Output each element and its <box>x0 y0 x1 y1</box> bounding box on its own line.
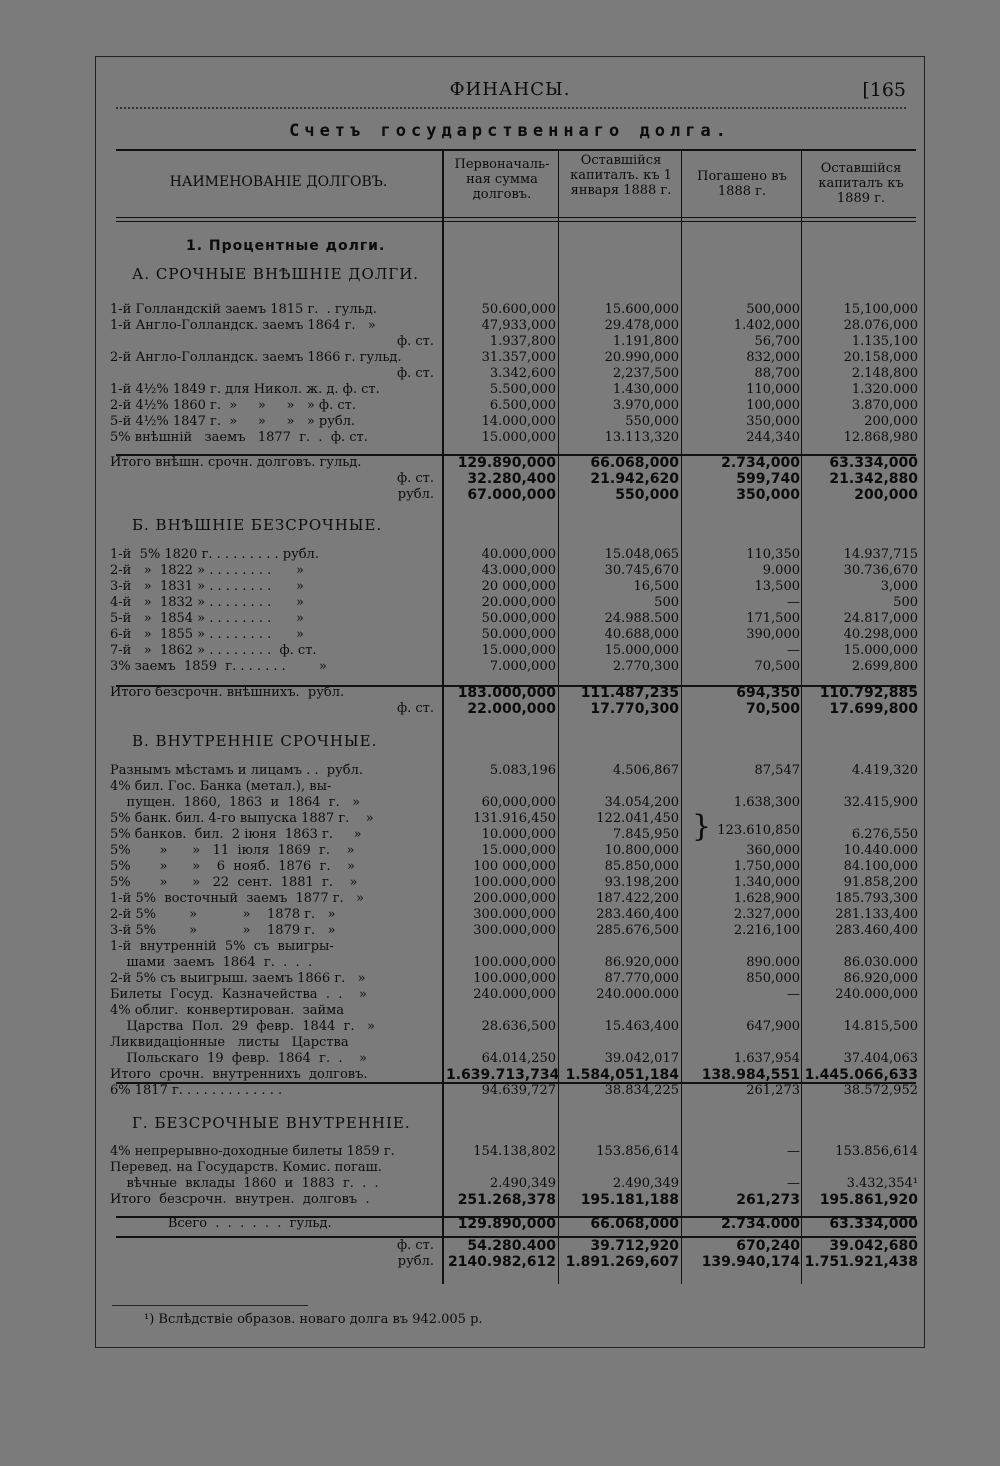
row-label: Билеты Госуд. Казначейства . . » <box>110 987 367 1002</box>
column-header-repaid-1888: Погашено въ 1888 г. <box>697 169 787 199</box>
table-row <box>96 763 924 779</box>
table-row <box>96 859 924 875</box>
cell-remaining-1888: 20.990,000 <box>604 350 679 365</box>
table-row <box>96 547 924 563</box>
row-label: 1-й 4½% 1849 г. для Никол. ж. д. ф. ст. <box>110 382 380 397</box>
cell-repaid-1888: 1.402,000 <box>733 318 800 333</box>
cell-original-sum: 2.490,349 <box>489 1176 556 1191</box>
row-unit: рубл. <box>397 1254 434 1269</box>
cell-repaid-1888: — <box>787 1176 800 1191</box>
cell-repaid-1888: 2.216,100 <box>733 923 800 938</box>
cell-repaid-1888: 110,350 <box>746 547 800 562</box>
cell-repaid-1888: 2.734,000 <box>721 455 800 471</box>
table-row <box>96 627 924 643</box>
cell-remaining-1889: 86.030.000 <box>843 955 918 970</box>
cell-remaining-1888: 122.041,450 <box>596 811 679 826</box>
cell-remaining-1888: 2.490,349 <box>612 1176 679 1191</box>
cell-original-sum: 20.000,000 <box>481 595 556 610</box>
cell-original-sum: 32.280,400 <box>467 471 556 487</box>
cell-original-sum: 67.000,000 <box>467 487 556 503</box>
cell-repaid-1888: 9.000 <box>762 563 800 578</box>
table-title: Счетъ государственнаго долга. <box>289 121 731 141</box>
table-row <box>96 398 924 414</box>
table-row <box>96 563 924 579</box>
row-label: 5% внѣшній заемъ 1877 г. . ф. ст. <box>110 430 368 445</box>
cell-remaining-1888: 15.463,400 <box>604 1019 679 1034</box>
row-label: 2-й 5% съ выигрыш. заемъ 1866 г. » <box>110 971 366 986</box>
cell-remaining-1888: 39.712,920 <box>590 1238 679 1254</box>
row-label: 4-й » 1832 » . . . . . . . . » <box>110 595 304 610</box>
header-top-rule <box>116 149 916 151</box>
cell-remaining-1888: 1.191,800 <box>612 334 679 349</box>
row-label: 1-й 5% восточный заемъ 1877 г. » <box>110 891 365 906</box>
row-label: Царства Пол. 29 февр. 1844 г. » <box>110 1019 375 1034</box>
cell-original-sum: 200.000,000 <box>473 891 556 906</box>
table-row <box>96 1003 924 1019</box>
table-row <box>96 1083 924 1099</box>
total-row <box>96 455 924 471</box>
cell-remaining-1888: 153.856,614 <box>596 1144 679 1159</box>
cell-repaid-1888: 56,700 <box>754 334 800 349</box>
row-label: пущен. 1860, 1863 и 1864 г. » <box>110 795 361 810</box>
cell-remaining-1889: 6.276,550 <box>851 827 918 842</box>
cell-remaining-1889: 37.404,063 <box>843 1051 918 1066</box>
cell-remaining-1889: 24.817,000 <box>843 611 918 626</box>
cell-remaining-1889: 86.920,000 <box>843 971 918 986</box>
section-heading-v: В. ВНУТРЕННІЕ СРОЧНЫЕ. <box>132 732 378 750</box>
cell-remaining-1888: 40.688,000 <box>604 627 679 642</box>
cell-original-sum: 129.890,000 <box>457 455 556 471</box>
cell-repaid-1888: 850,000 <box>746 971 800 986</box>
cell-remaining-1888: 39.042,017 <box>604 1051 679 1066</box>
cell-repaid-1888: 500,000 <box>746 302 800 317</box>
cell-remaining-1889: 84.100,000 <box>843 859 918 874</box>
row-label: 6% 1817 г. . . . . . . . . . . . . <box>110 1083 283 1098</box>
cell-repaid-1888: — <box>787 643 800 658</box>
cell-remaining-1888: 29.478,000 <box>604 318 679 333</box>
row-label: Польскаго 19 февр. 1864 г. . » <box>110 1051 367 1066</box>
cell-original-sum: 240.000,000 <box>473 987 556 1002</box>
cell-repaid-1888: 110,000 <box>746 382 800 397</box>
cell-remaining-1889: 15,100,000 <box>843 302 918 317</box>
row-label: 2-й » 1822 » . . . . . . . . » <box>110 563 304 578</box>
page <box>95 56 925 1348</box>
cell-remaining-1889: 283.460,400 <box>835 923 918 938</box>
cell-remaining-1888: 550,000 <box>625 414 679 429</box>
cell-remaining-1888: 13.113,320 <box>604 430 679 445</box>
row-unit: ф. ст. <box>396 334 434 349</box>
cell-remaining-1888: 1.584,051,184 <box>565 1067 679 1083</box>
cell-remaining-1888: 1.430,000 <box>612 382 679 397</box>
table-row <box>96 430 924 446</box>
table-row <box>96 1144 924 1160</box>
table-row <box>96 907 924 923</box>
cell-original-sum: 28.636,500 <box>481 1019 556 1034</box>
header-bottom-rule <box>116 217 916 218</box>
cell-remaining-1888: 1.891.269,607 <box>565 1254 679 1270</box>
cell-remaining-1889: 32.415,900 <box>843 795 918 810</box>
cell-remaining-1889: 153.856,614 <box>835 1144 918 1159</box>
cell-remaining-1889: 1.135,100 <box>851 334 918 349</box>
table-row <box>96 971 924 987</box>
cell-remaining-1889: 2.699,800 <box>851 659 918 674</box>
cell-remaining-1889: 40.298,000 <box>843 627 918 642</box>
section-heading-a: А. СРОЧНЫЕ ВНѢШНІЕ ДОЛГИ. <box>132 265 420 283</box>
cell-original-sum: 50.000,000 <box>481 611 556 626</box>
table-row <box>96 1160 924 1176</box>
cell-original-sum: 40.000,000 <box>481 547 556 562</box>
cell-remaining-1889: 38.572,952 <box>843 1083 918 1098</box>
table-row <box>96 843 924 859</box>
cell-original-sum: 251.268,378 <box>457 1192 556 1208</box>
footnote: ¹) Вслѣдствіе образов. новаго долга въ 942.005 р. <box>144 1312 483 1327</box>
cell-remaining-1888: 187.422,200 <box>596 891 679 906</box>
cell-original-sum: 100.000,000 <box>473 971 556 986</box>
cell-original-sum: 1.937,800 <box>489 334 556 349</box>
row-label: 3% заемъ 1859 г. . . . . . . » <box>110 659 327 674</box>
row-label: 5% банков. бил. 2 іюня 1863 г. » <box>110 827 362 842</box>
cell-original-sum: 15.000,000 <box>481 643 556 658</box>
cell-original-sum: 300.000,000 <box>473 923 556 938</box>
cell-repaid-1888: 647,900 <box>746 1019 800 1034</box>
table-row <box>96 955 924 971</box>
section-heading-interest-debts: 1. Процентные долги. <box>186 238 386 254</box>
cell-remaining-1888: 34.054,200 <box>604 795 679 810</box>
cell-original-sum: 47,933,000 <box>481 318 556 333</box>
cell-original-sum: 14.000,000 <box>481 414 556 429</box>
row-label: 3-й 5% » » 1879 г. » <box>110 923 336 938</box>
row-label: шами заемъ 1864 г. . . . <box>110 955 313 970</box>
total-row <box>96 1254 924 1270</box>
row-label: Разнымъ мѣстамъ и лицамъ . . рубл. <box>110 763 363 778</box>
cell-original-sum: 10.000,000 <box>481 827 556 842</box>
cell-remaining-1889: 21.342,880 <box>829 471 918 487</box>
row-label: 7-й » 1862 » . . . . . . . . ф. ст. <box>110 643 317 658</box>
cell-remaining-1889: 195.861,920 <box>819 1192 918 1208</box>
table-row <box>96 779 924 795</box>
row-unit: ф. ст. <box>396 471 434 486</box>
cell-remaining-1888: 38.834,225 <box>604 1083 679 1098</box>
cell-repaid-1888: 70,500 <box>754 659 800 674</box>
cell-repaid-1888: 13,500 <box>754 579 800 594</box>
cell-remaining-1888: 7.845,950 <box>612 827 679 842</box>
cell-remaining-1888: 15.048,065 <box>604 547 679 562</box>
table-row <box>96 891 924 907</box>
cell-original-sum: 6.500,000 <box>489 398 556 413</box>
cell-remaining-1889: 500 <box>893 595 918 610</box>
cell-remaining-1889: 17.699,800 <box>829 701 918 717</box>
cell-remaining-1888: 15.000,000 <box>604 643 679 658</box>
cell-repaid-1888: 171,500 <box>746 611 800 626</box>
cell-repaid-1888: 100,000 <box>746 398 800 413</box>
table-row <box>96 595 924 611</box>
cell-repaid-1888: 1.750,000 <box>733 859 800 874</box>
row-label: Всего . . . . . . гульд. <box>110 1216 332 1231</box>
cell-original-sum: 54.280.400 <box>467 1238 556 1254</box>
cell-original-sum: 5.500,000 <box>489 382 556 397</box>
cell-remaining-1889: 12.868,980 <box>843 430 918 445</box>
row-label: вѣчные вклады 1860 и 1883 г. . . <box>110 1176 379 1191</box>
cell-repaid-1888: 1.637,954 <box>733 1051 800 1066</box>
cell-remaining-1889: 20.158,000 <box>843 350 918 365</box>
cell-remaining-1888: 3.970,000 <box>612 398 679 413</box>
table-row <box>96 350 924 366</box>
cell-remaining-1888: 66.068,000 <box>590 455 679 471</box>
total-row <box>96 487 924 503</box>
cell-remaining-1889: 10.440.000 <box>843 843 918 858</box>
row-label: Итого безсрочн. внутрен. долговъ . <box>110 1192 370 1207</box>
cell-original-sum: 60,000,000 <box>481 795 556 810</box>
row-unit: ф. ст. <box>396 1238 434 1253</box>
table-row <box>96 414 924 430</box>
table-row <box>96 795 924 811</box>
cell-remaining-1888: 87.770,000 <box>604 971 679 986</box>
row-label: 5% » » 11 іюля 1869 г. » <box>110 843 355 858</box>
cell-remaining-1888: 16,500 <box>633 579 679 594</box>
cell-original-sum: 183.000,000 <box>457 685 556 701</box>
cell-remaining-1889: 30.736,670 <box>843 563 918 578</box>
cell-remaining-1888: 66.068,000 <box>590 1216 679 1232</box>
table-row <box>96 923 924 939</box>
row-label: 5-й » 1854 » . . . . . . . . » <box>110 611 304 626</box>
cell-repaid-1888: — <box>787 595 800 610</box>
row-label: 6-й » 1855 » . . . . . . . . » <box>110 627 304 642</box>
column-header-remaining-1888: Оставшійся капиталъ. къ 1 января 1888 г. <box>570 153 672 198</box>
cell-original-sum: 31.357,000 <box>481 350 556 365</box>
cell-original-sum: 1.639.713,734 <box>446 1067 560 1083</box>
cell-remaining-1888: 4.506,867 <box>612 763 679 778</box>
total-row <box>96 1067 924 1083</box>
cell-remaining-1888: 2.770,300 <box>612 659 679 674</box>
cell-remaining-1889: 63.334,000 <box>829 455 918 471</box>
cell-original-sum: 3.342,600 <box>489 366 556 381</box>
table-row <box>96 382 924 398</box>
running-title: ФИНАНСЫ. <box>449 79 571 100</box>
row-label: Итого срочн. внутреннихъ долговъ. <box>110 1067 368 1082</box>
cell-original-sum: 7.000,000 <box>489 659 556 674</box>
section-heading-b: Б. ВНѢШНІЕ БЕЗСРОЧНЫЕ. <box>132 516 383 534</box>
row-label: Ликвидаціонные листы Царства <box>110 1035 349 1050</box>
cell-remaining-1889: 1.751.921,438 <box>804 1254 918 1270</box>
cell-repaid-1888: — <box>787 1144 800 1159</box>
row-label: 2-й 4½% 1860 г. » » » » ф. ст. <box>110 398 356 413</box>
cell-remaining-1889: 39.042,680 <box>829 1238 918 1254</box>
total-row <box>96 471 924 487</box>
row-label: 5-й 4½% 1847 г. » » » » рубл. <box>110 414 356 429</box>
cell-remaining-1889: 1.445.066,633 <box>804 1067 918 1083</box>
cell-repaid-1888: 2.734.000 <box>721 1216 800 1232</box>
cell-remaining-1888: 15.600,000 <box>604 302 679 317</box>
cell-repaid-1888: — <box>787 987 800 1002</box>
cell-remaining-1888: 10.800,000 <box>604 843 679 858</box>
cell-remaining-1889: 4.419,320 <box>851 763 918 778</box>
cell-remaining-1889: 281.133,400 <box>835 907 918 922</box>
cell-original-sum: 50.600,000 <box>481 302 556 317</box>
cell-repaid-1888: 70,500 <box>745 701 800 717</box>
cell-remaining-1888: 111.487,235 <box>580 685 679 701</box>
cell-original-sum: 100.000,000 <box>473 955 556 970</box>
row-label: 5% банк. бил. 4-го выпуска 1887 г. » <box>110 811 374 826</box>
table-row <box>96 579 924 595</box>
cell-original-sum: 129.890,000 <box>457 1216 556 1232</box>
table-row <box>96 611 924 627</box>
cell-original-sum: 131.916,450 <box>473 811 556 826</box>
cell-remaining-1888: 195.181,188 <box>580 1192 679 1208</box>
cell-original-sum: 43.000,000 <box>481 563 556 578</box>
column-header-remaining-1889: Оставшійся капиталъ къ 1889 г. <box>818 161 904 206</box>
bracket-value: 123.610,850 <box>717 823 800 838</box>
cell-repaid-1888: 1.340,000 <box>733 875 800 890</box>
cell-remaining-1888: 30.745,670 <box>604 563 679 578</box>
cell-original-sum: 100.000,000 <box>473 875 556 890</box>
cell-remaining-1889: 63.334,000 <box>829 1216 918 1232</box>
cell-remaining-1888: 86.920,000 <box>604 955 679 970</box>
table-row <box>96 366 924 382</box>
cell-original-sum: 5.083,196 <box>489 763 556 778</box>
cell-remaining-1888: 240.000.000 <box>596 987 679 1002</box>
cell-original-sum: 20 000,000 <box>481 579 556 594</box>
cell-remaining-1888: 2,237,500 <box>612 366 679 381</box>
cell-remaining-1888: 17.770,300 <box>590 701 679 717</box>
cell-repaid-1888: 350,000 <box>736 487 800 503</box>
table-row <box>96 318 924 334</box>
bracket-value-row <box>96 823 924 839</box>
cell-repaid-1888: 88,700 <box>754 366 800 381</box>
row-label: 1-й 5% 1820 г. . . . . . . . . рубл. <box>110 547 319 562</box>
table-row <box>96 875 924 891</box>
cell-original-sum: 100 000,000 <box>473 859 556 874</box>
cell-remaining-1889: 3.432,354¹ <box>846 1176 918 1191</box>
cell-repaid-1888: 599,740 <box>736 471 800 487</box>
row-unit: ф. ст. <box>396 366 434 381</box>
cell-repaid-1888: 390,000 <box>746 627 800 642</box>
cell-remaining-1889: 185.793,300 <box>835 891 918 906</box>
cell-original-sum: 2140.982,612 <box>447 1254 556 1270</box>
footnote-rule <box>112 1305 308 1306</box>
row-label: 1-й Голландскій заемъ 1815 г. . гульд. <box>110 302 377 317</box>
cell-repaid-1888: 832,000 <box>746 350 800 365</box>
table-row <box>96 334 924 350</box>
table-row <box>96 987 924 1003</box>
cell-repaid-1888: 2.327,000 <box>733 907 800 922</box>
row-label: 2-й 5% » » 1878 г. » <box>110 907 336 922</box>
cell-remaining-1889: 2.148,800 <box>851 366 918 381</box>
row-unit: рубл. <box>397 487 434 502</box>
cell-original-sum: 94.639,727 <box>481 1083 556 1098</box>
cell-repaid-1888: 261,273 <box>736 1192 800 1208</box>
row-label: Перевед. на Государств. Комис. погаш. <box>110 1160 382 1175</box>
cell-repaid-1888: 670,240 <box>736 1238 800 1254</box>
table-row <box>96 1176 924 1192</box>
cell-original-sum: 50.000,000 <box>481 627 556 642</box>
bracket-brace: } <box>692 809 712 844</box>
cell-remaining-1889: 1.320.000 <box>851 382 918 397</box>
cell-original-sum: 300.000,000 <box>473 907 556 922</box>
cell-repaid-1888: 694,350 <box>736 685 800 701</box>
column-header-name: НАИМЕНОВАНІЕ ДОЛГОВЪ. <box>169 174 388 190</box>
cell-remaining-1888: 550,000 <box>615 487 679 503</box>
cell-remaining-1889: 3.870,000 <box>851 398 918 413</box>
column-header-original-sum: Первоначаль-ная сумма долговъ. <box>454 157 550 202</box>
cell-remaining-1889: 14.815,500 <box>843 1019 918 1034</box>
cell-repaid-1888: 139.940,174 <box>701 1254 800 1270</box>
page-number: [ 165 <box>862 79 906 101</box>
table-row <box>96 939 924 955</box>
cell-remaining-1888: 85.850,000 <box>604 859 679 874</box>
cell-repaid-1888: 350,000 <box>746 414 800 429</box>
cell-original-sum: 22.000,000 <box>467 701 556 717</box>
cell-remaining-1889: 91.858,200 <box>843 875 918 890</box>
row-unit: ф. ст. <box>396 701 434 716</box>
running-header <box>96 79 924 103</box>
row-label: 4% непрерывно-доходные билеты 1859 г. <box>110 1144 395 1159</box>
cell-remaining-1889: 240.000,000 <box>835 987 918 1002</box>
cell-remaining-1889: 110.792,885 <box>819 685 918 701</box>
cell-repaid-1888: 87,547 <box>754 763 800 778</box>
row-label: Итого безсрочн. внѣшнихъ. рубл. <box>110 685 345 700</box>
cell-original-sum: 154.138,802 <box>473 1144 556 1159</box>
table-row <box>96 643 924 659</box>
cell-remaining-1889: 15.000,000 <box>843 643 918 658</box>
section-heading-g: Г. БЕЗСРОЧНЫЕ ВНУТРЕННІЕ. <box>132 1114 411 1132</box>
cell-original-sum: 15.000,000 <box>481 843 556 858</box>
header-bottom-rule-2 <box>116 221 916 222</box>
table-row <box>96 302 924 318</box>
cell-remaining-1889: 3,000 <box>880 579 918 594</box>
cell-repaid-1888: 244,340 <box>746 430 800 445</box>
ornamental-rule <box>116 107 906 115</box>
total-row <box>96 1238 924 1254</box>
row-label: 5% » » 6 нояб. 1876 г. » <box>110 859 356 874</box>
row-label: 3-й » 1831 » . . . . . . . . » <box>110 579 304 594</box>
total-row <box>96 701 924 717</box>
cell-remaining-1888: 500 <box>654 595 679 610</box>
cell-remaining-1888: 24.988.500 <box>604 611 679 626</box>
row-label: 1-й Англо-Голландск. заемъ 1864 г. » <box>110 318 376 333</box>
cell-original-sum: 64.014,250 <box>481 1051 556 1066</box>
row-label: 2-й Англо-Голландск. заемъ 1866 г. гульд. <box>110 350 402 365</box>
cell-repaid-1888: 890.000 <box>746 955 800 970</box>
cell-remaining-1888: 283.460,400 <box>596 907 679 922</box>
cell-remaining-1888: 93.198,200 <box>604 875 679 890</box>
row-label: Итого внѣшн. срочн. долговъ. гульд. <box>110 455 362 470</box>
cell-remaining-1888: 21.942,620 <box>590 471 679 487</box>
table-row <box>96 1035 924 1051</box>
cell-remaining-1888: 285.676,500 <box>596 923 679 938</box>
cell-original-sum: 15.000,000 <box>481 430 556 445</box>
row-label: 1-й внутренній 5% съ выигры- <box>110 939 334 954</box>
cell-repaid-1888: 1.638,300 <box>733 795 800 810</box>
row-label: 4% облиг. конвертирован. займа <box>110 1003 344 1018</box>
total-row <box>96 1192 924 1208</box>
table-row <box>96 1019 924 1035</box>
cell-remaining-1889: 200,000 <box>864 414 918 429</box>
table-row <box>96 1051 924 1067</box>
row-label: 5% » » 22 сент. 1881 г. » <box>110 875 358 890</box>
table-row <box>96 659 924 675</box>
cell-repaid-1888: 138.984,551 <box>701 1067 800 1083</box>
cell-repaid-1888: 261,273 <box>746 1083 800 1098</box>
cell-remaining-1889: 28.076,000 <box>843 318 918 333</box>
total-row <box>96 1216 924 1232</box>
row-label: 4% бил. Гос. Банка (метал.), вы- <box>110 779 332 794</box>
total-row <box>96 685 924 701</box>
cell-remaining-1889: 200,000 <box>854 487 918 503</box>
cell-remaining-1889: 14.937,715 <box>843 547 918 562</box>
cell-repaid-1888: 360,000 <box>746 843 800 858</box>
cell-repaid-1888: 1.628,900 <box>733 891 800 906</box>
